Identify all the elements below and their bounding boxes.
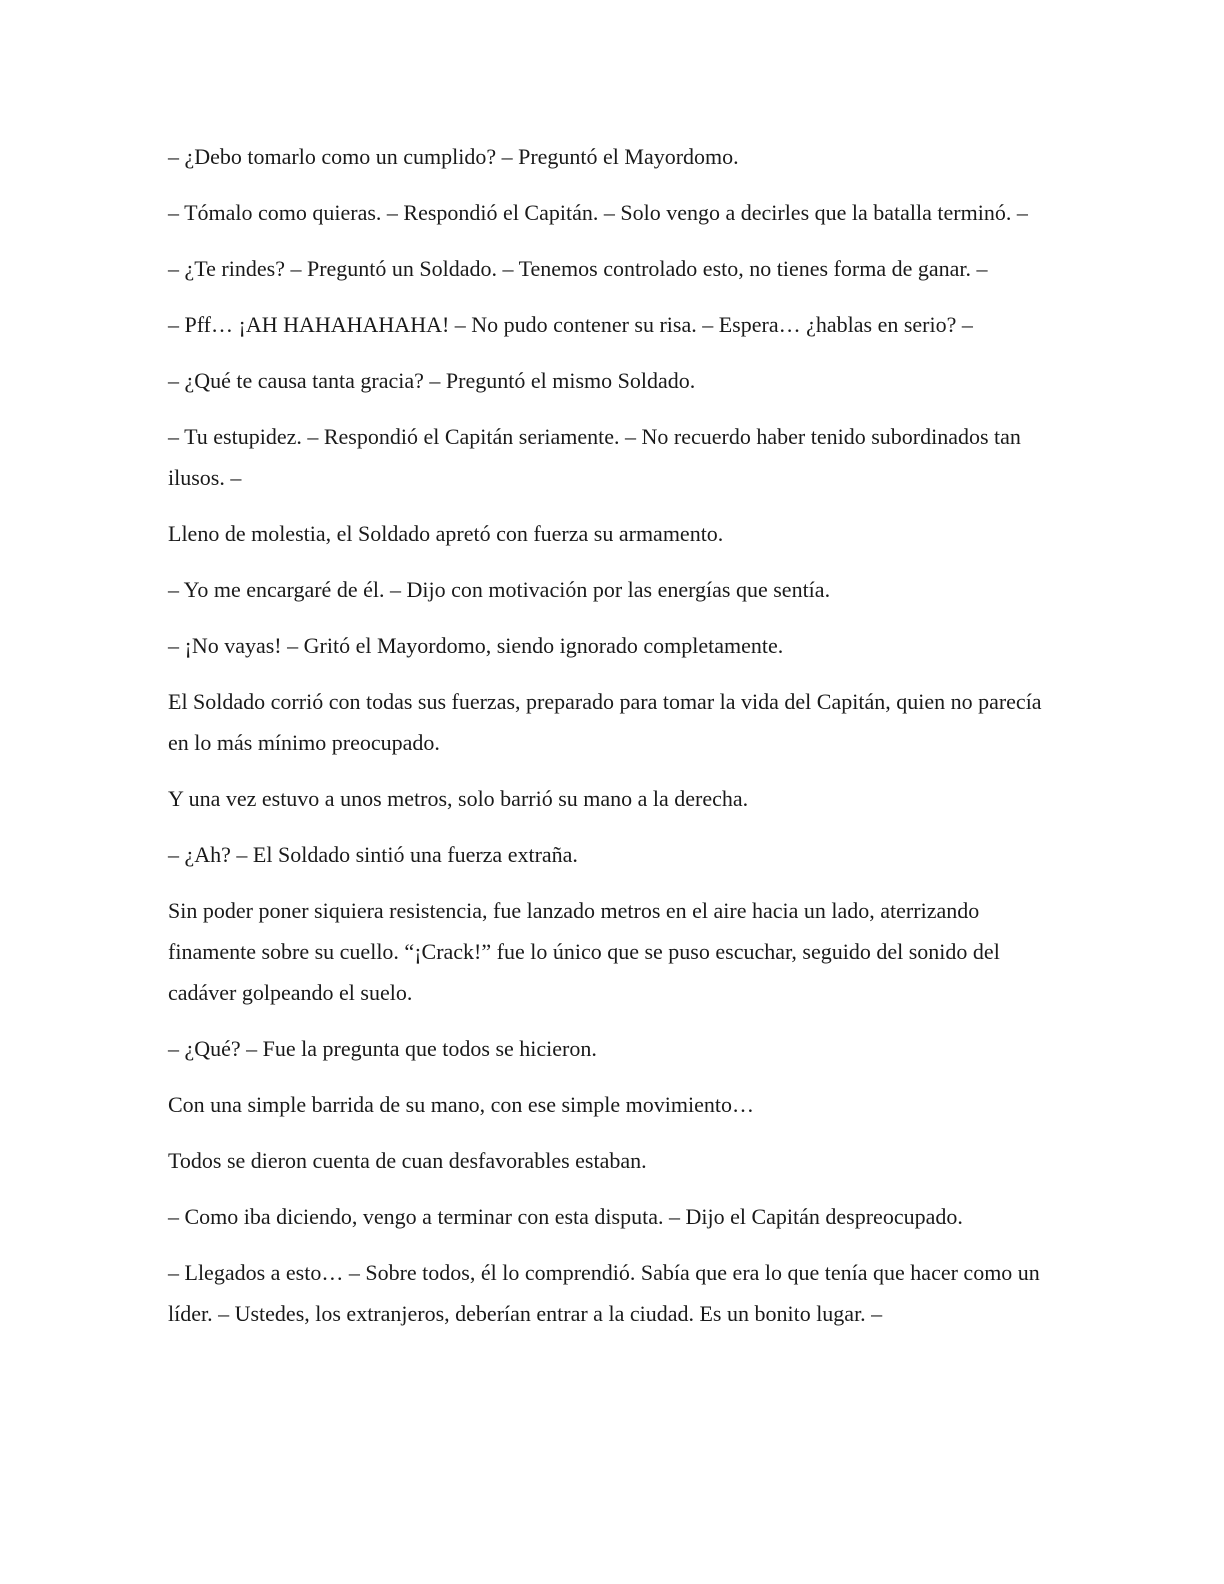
paragraph: – Tómalo como quieras. – Respondió el Capitán. – Solo vengo a decirles que la batalla terminó. – bbox=[168, 200, 1028, 225]
paragraph: – Pff… ¡AH HAHAHAHAHA! – No pudo contener su risa. – Espera… ¿hablas en serio? – bbox=[168, 312, 973, 337]
paragraph: Lleno de molestia, el Soldado apretó con fuerza su armamento. bbox=[168, 521, 724, 546]
paragraph: – ¿Te rindes? – Preguntó un Soldado. – Tenemos controlado esto, no tienes forma de ganar. – bbox=[168, 256, 988, 281]
paragraph: Y una vez estuvo a unos metros, solo barrió su mano a la derecha. bbox=[168, 786, 749, 811]
paragraph: El Soldado corrió con todas sus fuerzas, preparado para tomar la vida del Capitán, quien no parecía en lo más mínimo preocupado. bbox=[168, 689, 1042, 755]
paragraph: – Llegados a esto… – Sobre todos, él lo comprendió. Sabía que era lo que tenía que hacer como un líder. – Ustedes, los extranjeros, deberían entrar a la ciudad. Es un bonito lugar. – bbox=[168, 1260, 1040, 1326]
paragraph: Todos se dieron cuenta de cuan desfavorables estaban. bbox=[168, 1148, 647, 1173]
paragraph: – Yo me encargaré de él. – Dijo con motivación por las energías que sentía. bbox=[168, 577, 831, 602]
paragraph: – ¡No vayas! – Gritó el Mayordomo, siendo ignorado completamente. bbox=[168, 633, 784, 658]
paragraph: – Tu estupidez. – Respondió el Capitán seriamente. – No recuerdo haber tenido subordinados tan ilusos. – bbox=[168, 424, 1021, 490]
paragraph: – Como iba diciendo, vengo a terminar con esta disputa. – Dijo el Capitán despreocupado. bbox=[168, 1204, 963, 1229]
paragraph: – ¿Ah? – El Soldado sintió una fuerza extraña. bbox=[168, 842, 578, 867]
paragraph: – ¿Debo tomarlo como un cumplido? – Preguntó el Mayordomo. bbox=[168, 144, 739, 169]
body-text bbox=[168, 136, 1048, 1349]
paragraph: – ¿Qué? – Fue la pregunta que todos se hicieron. bbox=[168, 1036, 597, 1061]
paragraph: Sin poder poner siquiera resistencia, fue lanzado metros en el aire hacia un lado, aterrizando finamente sobre su cuello. “¡Crack!” fue lo único que se puso escuchar, seguido del sonido del cadáver golpeando el suelo. bbox=[168, 898, 1000, 1005]
paragraph: Con una simple barrida de su mano, con ese simple movimiento… bbox=[168, 1092, 754, 1117]
paragraph: – ¿Qué te causa tanta gracia? – Preguntó el mismo Soldado. bbox=[168, 368, 696, 393]
